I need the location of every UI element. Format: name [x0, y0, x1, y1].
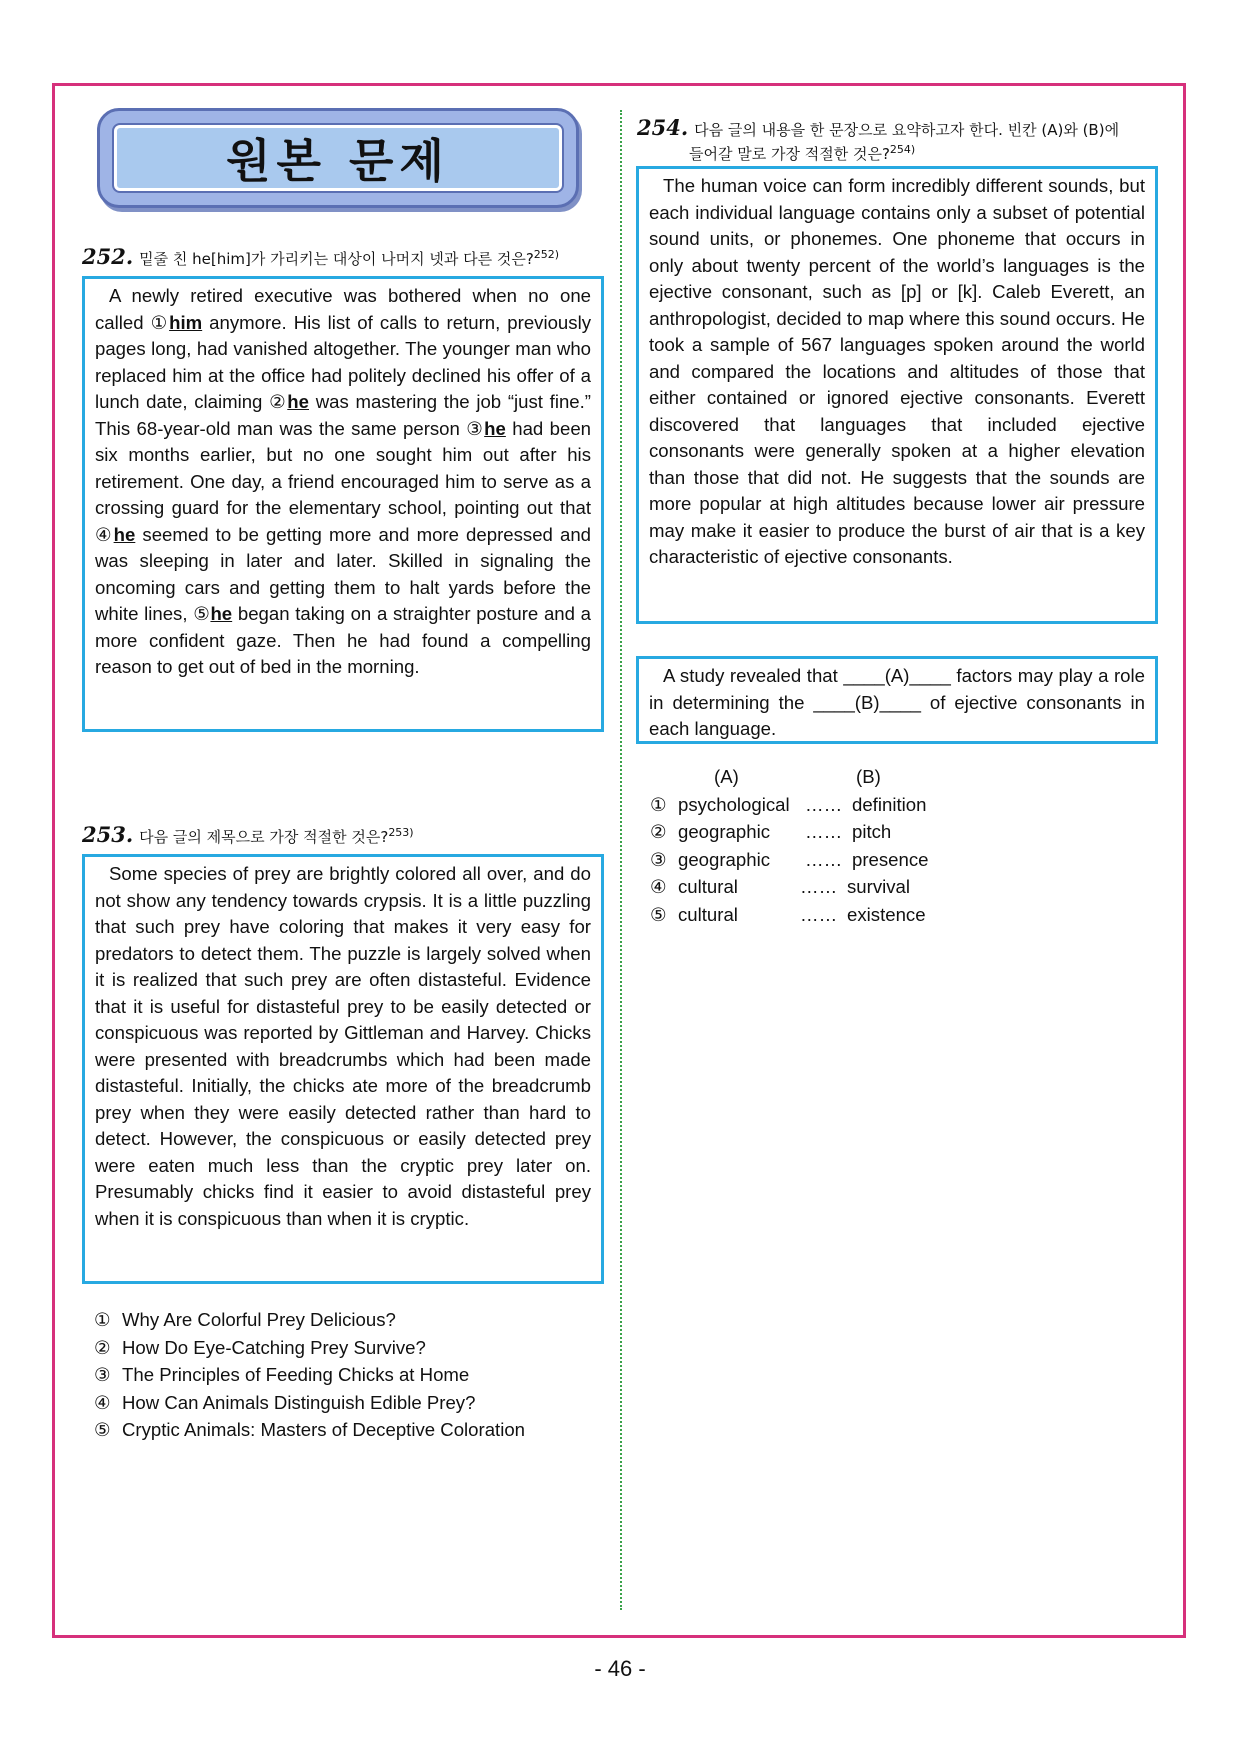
choice-b: pitch [852, 821, 892, 842]
question-number: 252. [82, 244, 134, 269]
passage-text: Some species of prey are brightly colored all over, and do not show any tendency towards crypsis. It is a little puzzling that such prey have coloring that makes it very easy for predators to detect them. The puzzle is largely solved when it is realized that such prey are often distasteful. Evidence that it is useful for distasteful prey to be easily detected or conspicuous was reported by Gittleman and Harvey. Chicks were presented with breadcrumbs which had been made distasteful. Initially, the chicks ate more of the breadcrumb prey when they were easily detected rather than hard to detect. However, the conspicuous or easily detected prey were eaten much less than the cryptic prey later on. Presumably chicks find it easier to avoid distasteful prey when it is conspicuous than when it is cryptic. [95, 863, 591, 1229]
choice-separator: …… [800, 903, 838, 925]
choice-marker: ④ [94, 1391, 111, 1413]
choice-text: How Can Animals Distinguish Edible Prey? [122, 1391, 476, 1413]
question-254-header [637, 115, 1120, 140]
answer-choice-2[interactable] [650, 821, 970, 849]
choice-marker: ⑤ [94, 1419, 111, 1440]
page-number: - 46 - [594, 1656, 646, 1681]
question-prompt-line-2: 들어갈 말로 가장 적절한 것은? [689, 145, 890, 163]
question-252-header [82, 245, 559, 269]
section-title: 원본 문제 [226, 134, 450, 188]
choice-b: definition [852, 793, 927, 815]
choice-marker: ① [150, 311, 170, 333]
passage-segment: anymore. His list of calls to return, previously pages long, had vanished altogether. The younger man who replaced him at the office had politely declined his offer of a lunch date, claiming [95, 311, 591, 412]
answer-choice-2[interactable] [94, 1334, 525, 1362]
choice-marker: ② [94, 1336, 111, 1358]
question-prompt: 밑줄 친 he[him]가 가리키는 대상이 나머지 넷과 다른 것은? [139, 250, 534, 268]
answer-choice-5[interactable] [650, 904, 970, 932]
choice-a: geographic [678, 848, 771, 870]
choice-b: presence [852, 848, 929, 870]
choice-separator: …… [805, 821, 843, 842]
underlined-pronoun: he [287, 391, 309, 412]
footnote-ref: 254) [889, 143, 916, 156]
choice-marker: ② [650, 821, 667, 842]
choice-marker: ③ [650, 848, 667, 870]
question-prompt-line-1: 다음 글의 내용을 한 문장으로 요약하고자 한다. 빈칸 (A)와 (B)에 [694, 121, 1120, 139]
choice-b: existence [847, 903, 926, 925]
passage-segment: had been six months earlier, but no one sought him out after his retirement. One day, a friend encouraged him to serve as a crossing guard for the elementary school, pointing out that [95, 417, 592, 518]
footnote-ref: 252) [533, 248, 560, 261]
choice-separator: …… [800, 876, 838, 897]
section-title-panel [114, 125, 562, 191]
choice-marker: ④ [95, 523, 114, 545]
underlined-pronoun: he [210, 603, 233, 624]
choice-separator: …… [805, 793, 843, 815]
summary-text: A study revealed that ____(A)____ factors may play a role in determining the ____(B)____ of ejective consonants in each language. [649, 665, 1145, 739]
answer-choice-3[interactable] [94, 1361, 525, 1389]
choice-text: Why Are Colorful Prey Delicious? [122, 1309, 396, 1330]
footnote-ref: 253) [388, 826, 414, 839]
choice-a: cultural [678, 903, 738, 925]
question-254-summary-box [636, 656, 1158, 744]
choice-text: How Do Eye-Catching Prey Survive? [122, 1336, 426, 1358]
passage-segment: was mastering the job “just fine.” This 68-year-old man was the same person [95, 391, 591, 439]
choice-marker: ③ [466, 417, 485, 439]
answer-choice-4[interactable] [94, 1389, 525, 1417]
passage-segment: seemed to be getting more and more depressed and was sleeping in later and later. Skilled in signaling the oncoming cars and getting them to halt yards before the white lines, [95, 523, 591, 624]
column-header-b: (B) [856, 766, 881, 787]
passage-text [95, 283, 591, 681]
question-254-passage [636, 166, 1158, 624]
question-number: 253. [82, 822, 134, 847]
question-253-header [82, 823, 414, 847]
choice-a: psychological [678, 793, 790, 815]
underlined-pronoun: him [169, 311, 203, 333]
choice-marker: ① [94, 1309, 111, 1330]
question-253-passage [82, 854, 604, 1284]
answer-choice-4[interactable] [650, 876, 970, 904]
choice-text: Cryptic Animals: Masters of Deceptive Coloration [122, 1419, 526, 1440]
choice-a: geographic [678, 821, 771, 842]
question-number: 254. [637, 115, 689, 140]
choice-marker: ① [650, 793, 667, 815]
choice-column-headers [650, 766, 970, 794]
section-title-badge [97, 108, 579, 208]
choice-marker: ⑤ [193, 603, 211, 624]
passage-text: The human voice can form incredibly different sounds, but each individual language contains only a subset of potential sound units, or phonemes. One phoneme that occurs in only about twenty percent of the world’s languages is the ejective consonant, such as [p] or [k]. Caleb Everett, an anthropologist, decided to map where this sound occurs. He took a sample of 567 languages spoken around the world and compared the locations and altitudes of those that either contained or ignored ejective consonants. Everett discovered that languages that included ejective consonants were generally spoken at a higher elevation than those that did not. He suggests that the sounds are more popular at high altitudes because lower air pressure may make it easier to produce the burst of air that is a key characteristic of ejective consonants. [649, 175, 1145, 567]
question-253-choices [94, 1306, 525, 1444]
answer-choice-1[interactable] [94, 1306, 525, 1334]
answer-choice-3[interactable] [650, 849, 970, 877]
underlined-pronoun: he [484, 417, 506, 439]
choice-text: The Principles of Feeding Chicks at Home [122, 1364, 470, 1385]
column-divider [620, 110, 622, 1610]
question-254-choices [650, 766, 970, 931]
answer-choice-5[interactable] [94, 1416, 525, 1444]
choice-marker: ③ [94, 1364, 111, 1385]
passage-segment: A newly retired executive was bothered when no one called [95, 285, 591, 333]
question-254-header-line-2 [689, 140, 915, 164]
column-header-a: (A) [714, 766, 739, 787]
choice-separator: …… [805, 848, 843, 870]
choice-marker: ④ [650, 876, 667, 897]
choice-marker: ⑤ [650, 903, 667, 925]
underlined-pronoun: he [113, 523, 136, 545]
question-252-passage [82, 276, 604, 732]
choice-b: survival [847, 876, 911, 897]
passage-segment: began taking on a straighter posture and a more confident gaze. Then he had found a compelling reason to get out of bed in the morning. [95, 603, 592, 677]
choice-marker: ② [269, 391, 288, 412]
answer-choice-1[interactable] [650, 794, 970, 822]
choice-a: cultural [678, 876, 738, 897]
question-prompt: 다음 글의 제목으로 가장 적절한 것은? [139, 828, 389, 846]
